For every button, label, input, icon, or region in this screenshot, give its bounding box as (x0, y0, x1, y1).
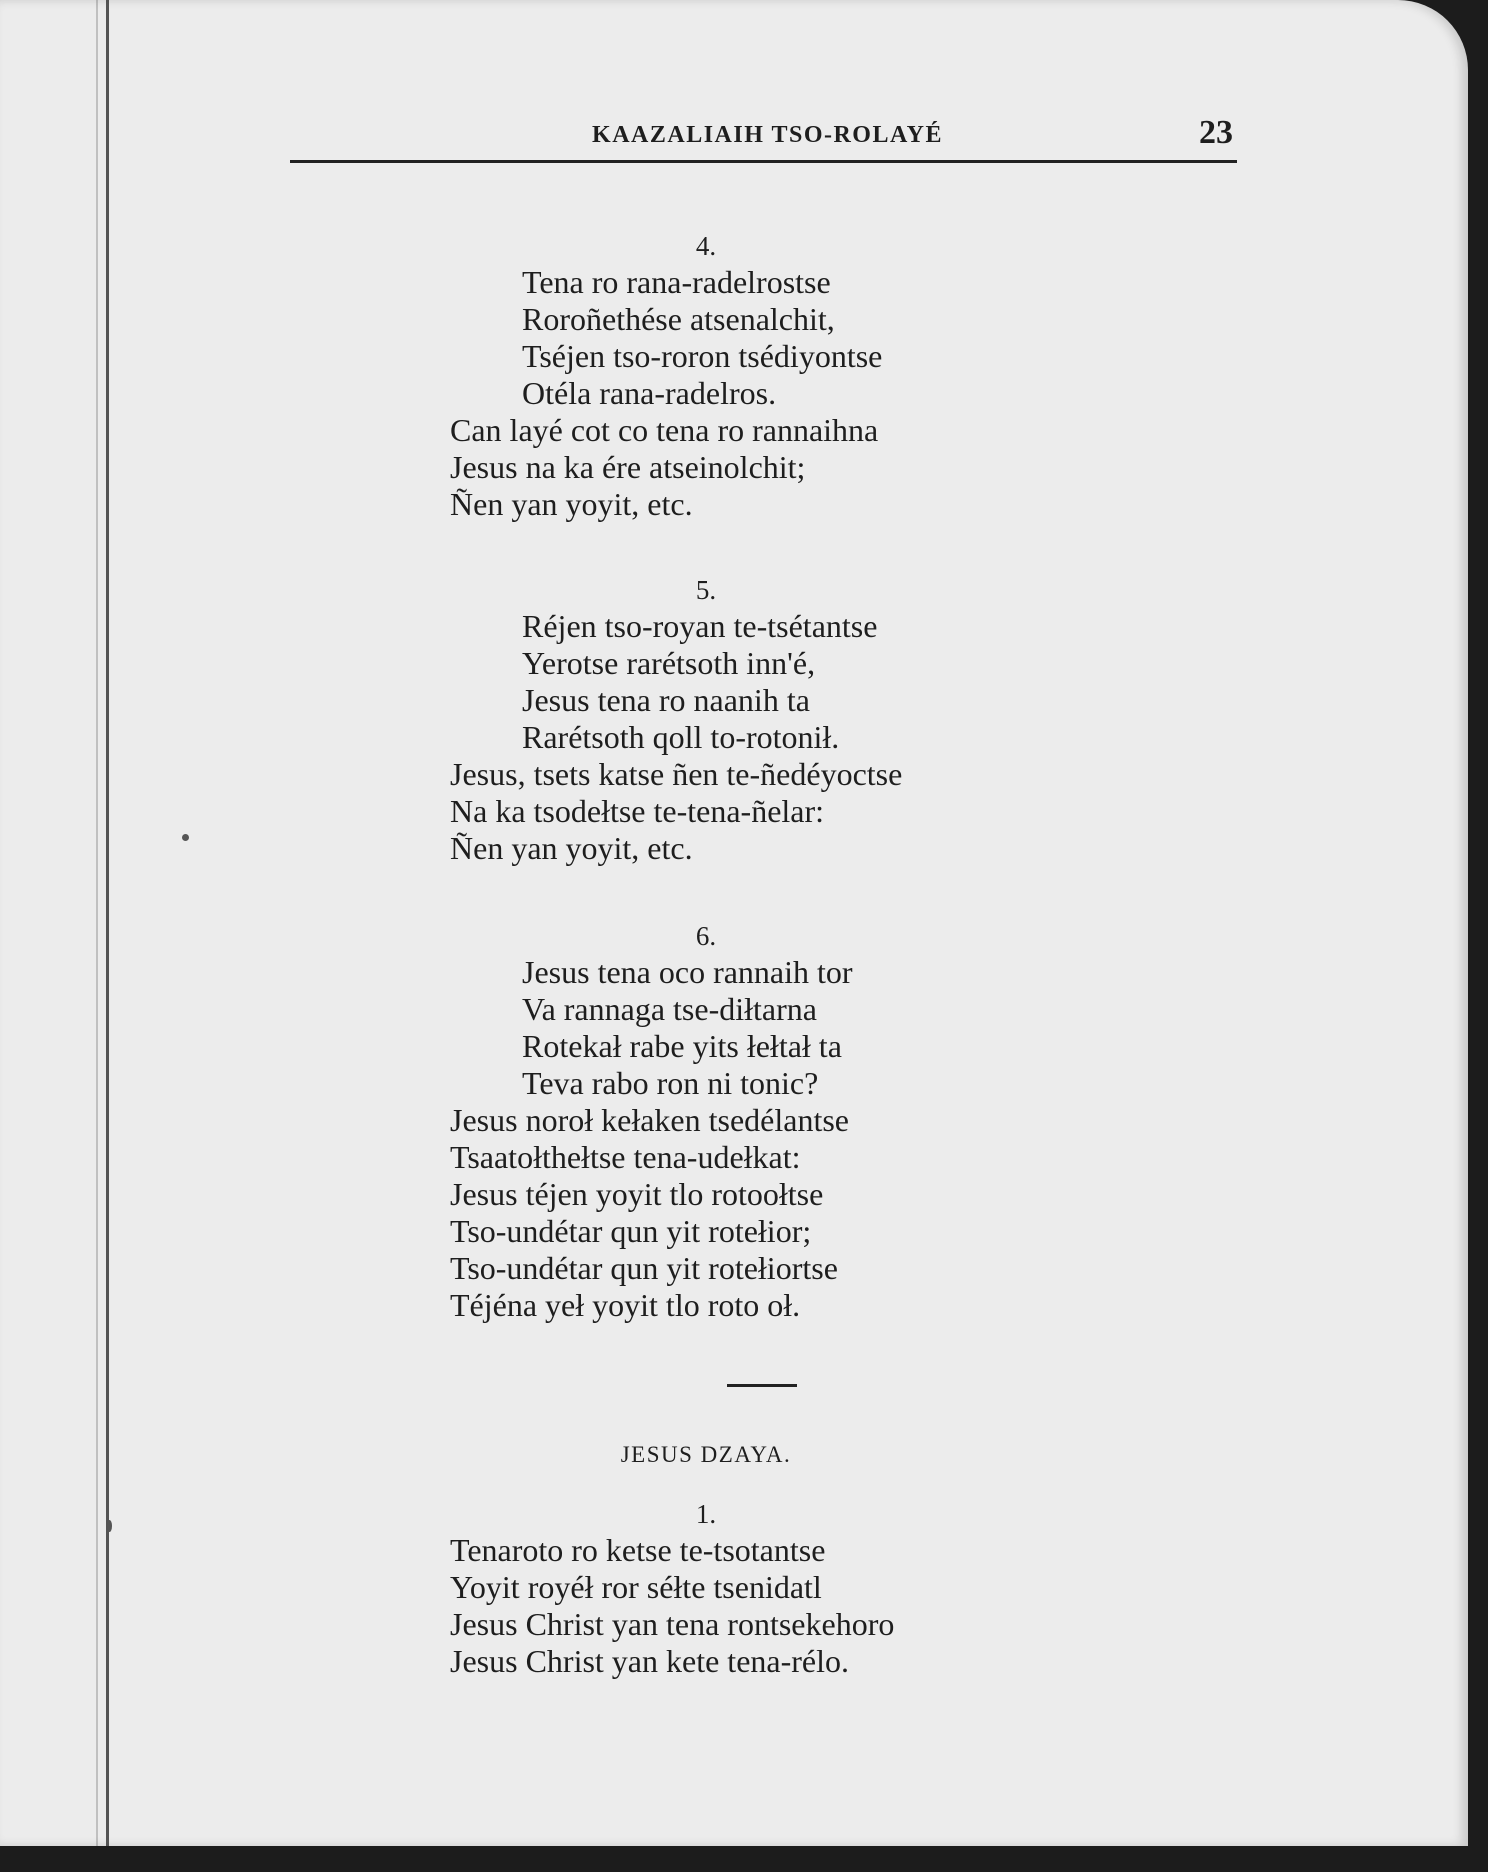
gutter-shadow (96, 0, 98, 1846)
hymn-title: JESUS DZAYA. (620, 1442, 792, 1467)
page-number: 23 (1199, 114, 1233, 151)
verse-line: Tséjen tso-roron tsédiyontse (522, 338, 883, 374)
verse-line: Teva rabo ron ni tonic? (522, 1065, 819, 1101)
verse-4 (450, 228, 1090, 523)
hymn-verse-1 (450, 1496, 1090, 1680)
ink-speck (182, 834, 189, 841)
verse-line: Ñen yan yoyit, etc. (450, 830, 693, 866)
verse-line: Otéla rana-radelros. (522, 375, 777, 411)
verse-5 (450, 572, 1090, 867)
verse-line: Can layé cot co tena ro rannaihna (450, 412, 879, 448)
running-title: KAAZALIAIH TSO-ROLAYÉ (592, 122, 943, 148)
verse-number: 4. (695, 231, 717, 261)
verse-line: Jesus na ka ére atseinolchit; (450, 449, 806, 485)
verse-line: Jesus téjen yoyit tlo rotoołtse (450, 1176, 824, 1212)
verse-line: Tso-undétar qun yit rotełiortse (450, 1250, 838, 1286)
verse-number: 6. (695, 921, 717, 951)
verse-line: Rotekał rabe yits łełtał ta (522, 1028, 842, 1064)
verse-number: 1. (695, 1499, 717, 1529)
verse-line: Tso-undétar qun yit rotełior; (450, 1213, 812, 1249)
verse-line: Na ka tsodełtse te-tena-ñelar: (450, 793, 825, 829)
verse-line: Tsaatołthełtse tena-udełkat: (450, 1139, 801, 1175)
gutter-line (106, 0, 109, 1846)
verse-6 (450, 918, 1090, 1324)
running-header (290, 114, 1245, 158)
verse-line: Va rannaga tse-diłtarna (522, 991, 817, 1027)
verse-line: Yoyit royéł ror séłte tsenidatl (450, 1569, 822, 1605)
verse-line: Ñen yan yoyit, etc. (450, 486, 693, 522)
verse-line: Jesus Christ yan kete tena-rélo. (450, 1643, 849, 1679)
verse-line: Jesus tena oco rannaih tor (522, 954, 853, 990)
verse-line: Roroñethése atsenalchit, (522, 301, 835, 337)
verse-line: Réjen tso-royan te-tsétantse (522, 608, 878, 644)
verse-line: Tena ro rana-radelrostse (522, 264, 831, 300)
section-divider (727, 1384, 797, 1387)
verse-line: Jesus tena ro naanih ta (522, 682, 810, 718)
verse-line: Tenaroto ro ketse te-tsotantse (450, 1532, 826, 1568)
verse-number: 5. (695, 575, 717, 605)
verse-line: Jesus noroł kełaken tsedélantse (450, 1102, 849, 1138)
verse-line: Téjéna yeł yoyit tlo roto oł. (450, 1287, 801, 1323)
verse-line: Jesus, tsets katse ñen te-ñedéyoctse (450, 756, 903, 792)
ink-speck (107, 1520, 112, 1532)
verse-line: Jesus Christ yan tena rontsekehoro (450, 1606, 895, 1642)
verse-line: Rarétsoth qoll to-rotonił. (522, 719, 840, 755)
verse-line: Yerotse rarétsoth inn'é, (522, 645, 816, 681)
header-rule (290, 160, 1237, 163)
